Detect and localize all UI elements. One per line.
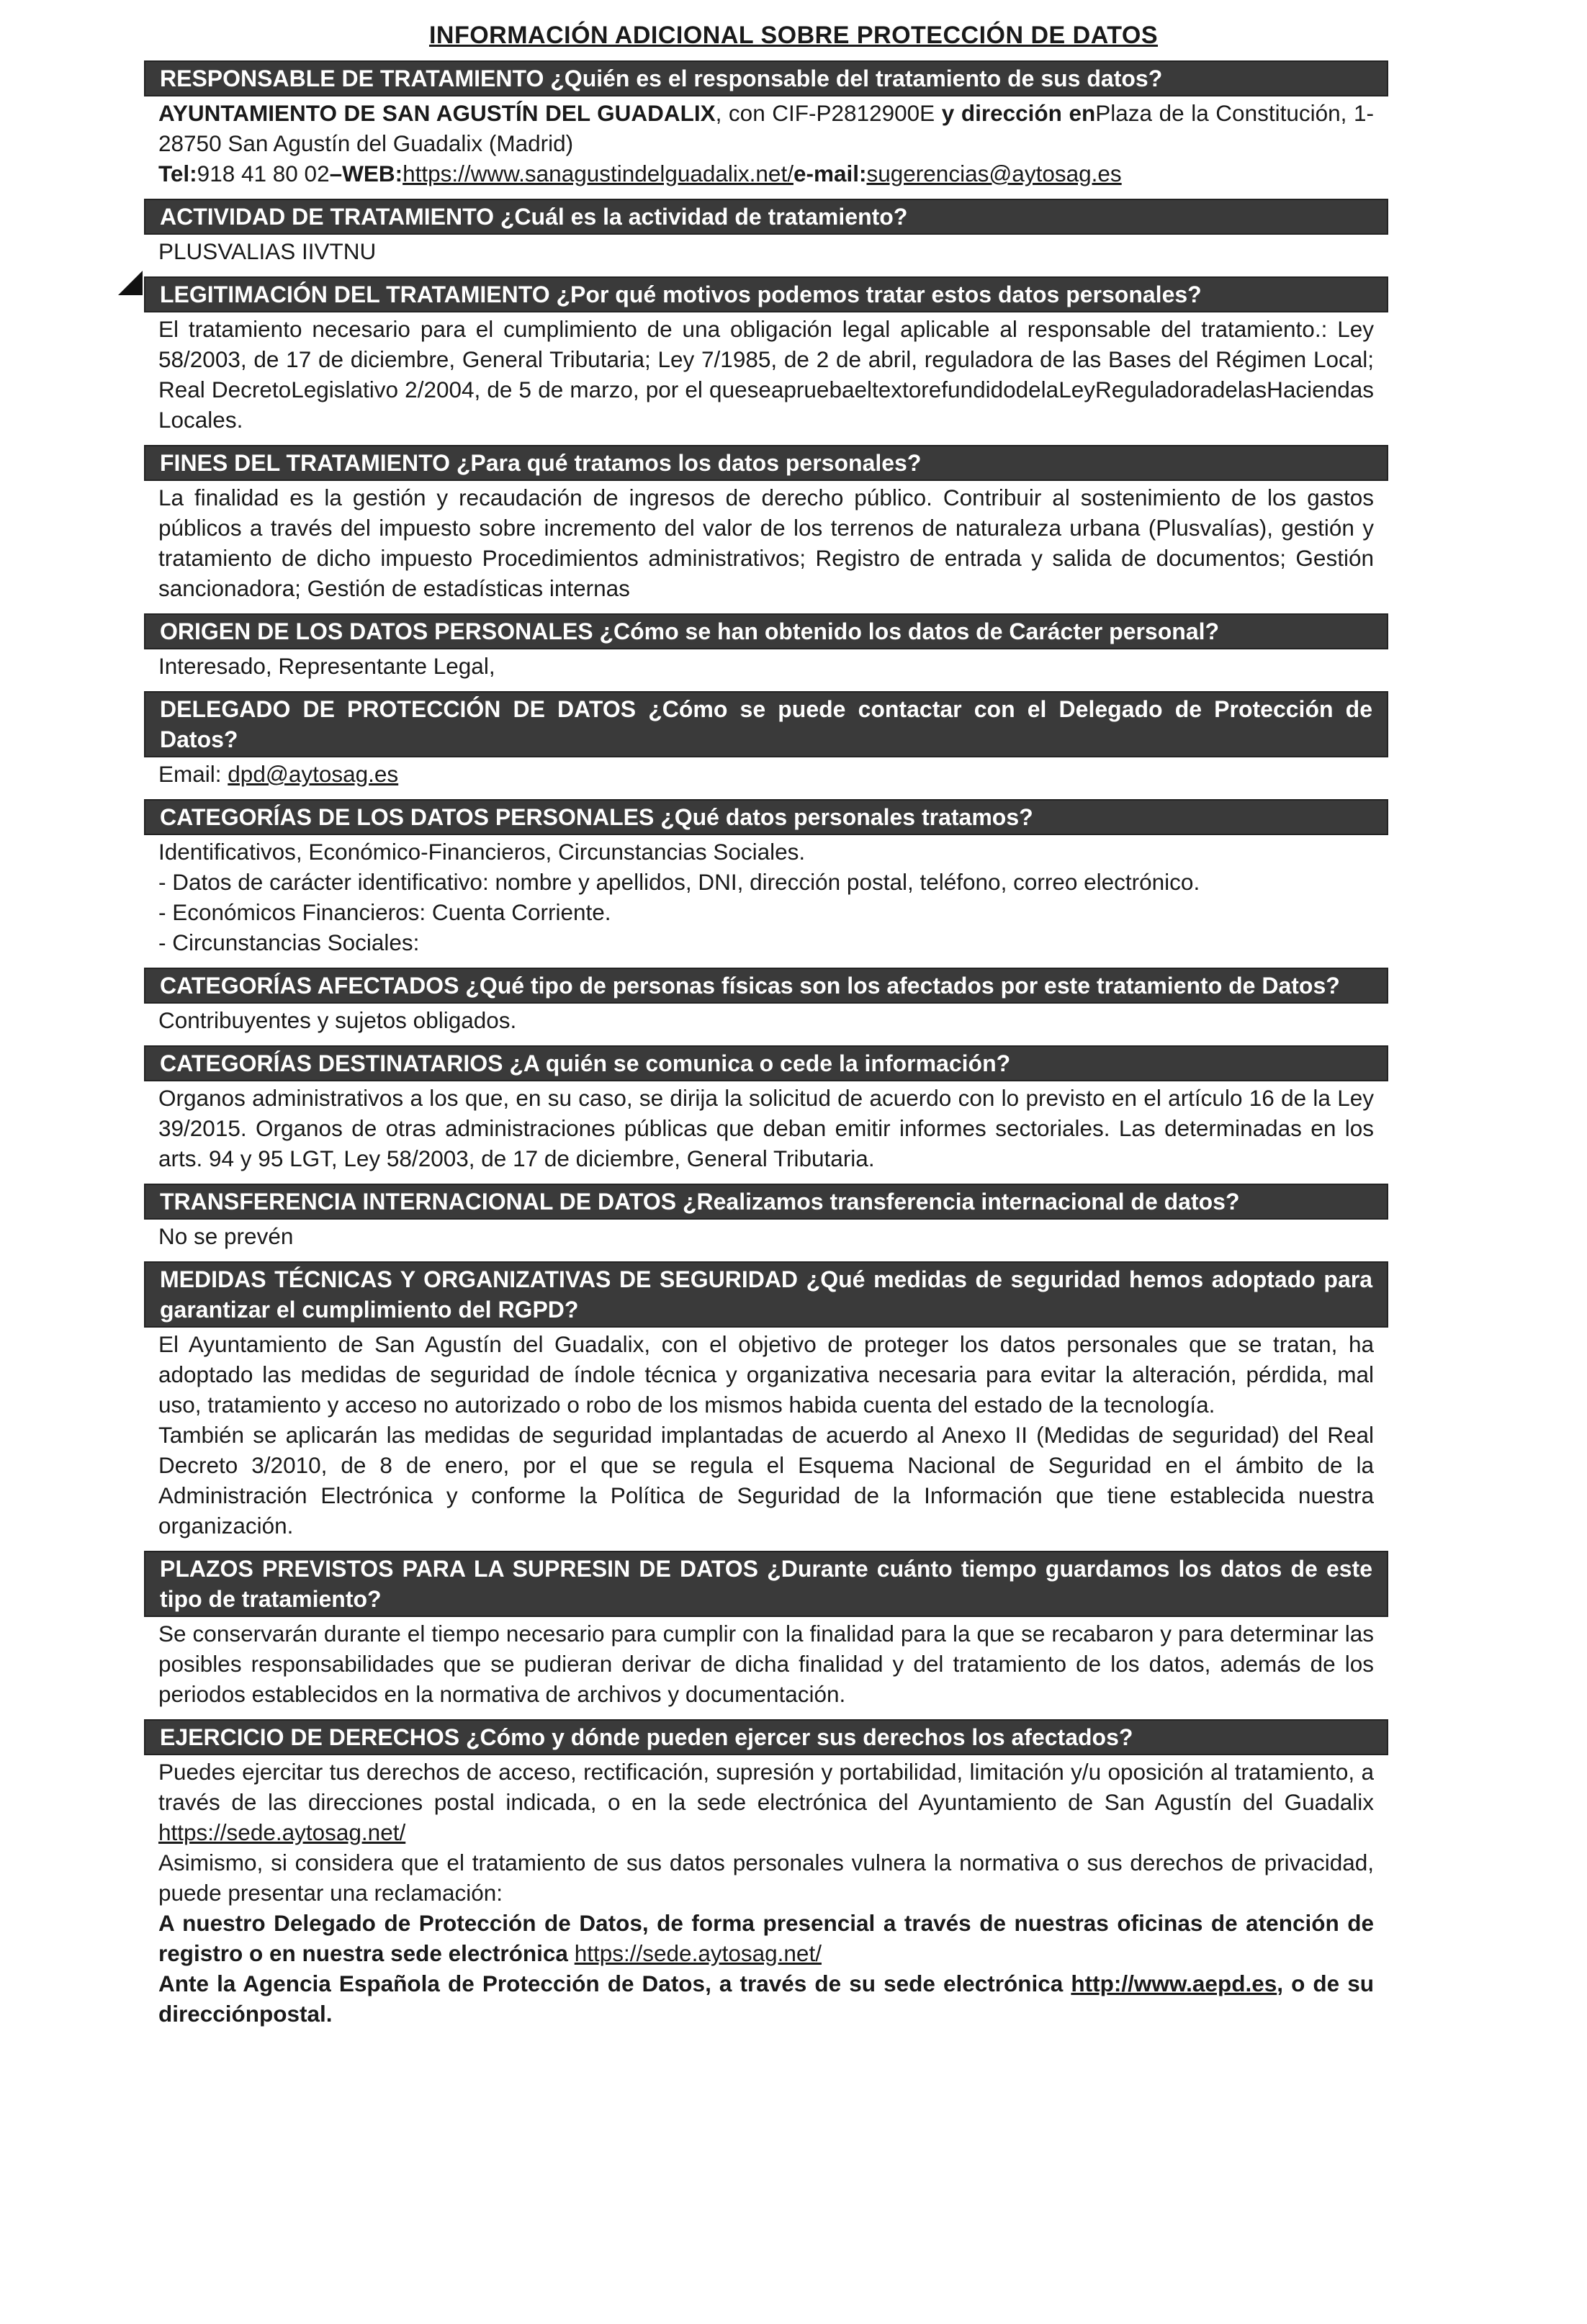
section-header-medidas: MEDIDAS TÉCNICAS Y ORGANIZATIVAS DE SEGURIDAD ¿Qué medidas de seguridad hemos adoptado para garantizar el cumplimiento del RGPD? (144, 1261, 1388, 1328)
transferencia-text: No se prevén (158, 1223, 294, 1249)
derechos-paragraph-2: Asimismo, si considera que el tratamiento de sus datos personales vulnera la normativa o sus derechos de privacidad, puede presentar una reclamación: (158, 1850, 1374, 1906)
tel-label: Tel: (158, 161, 197, 186)
responsable-email-link[interactable]: sugerencias@aytosag.es (866, 161, 1122, 186)
sede-electronica-link[interactable]: https://sede.aytosag.net/ (158, 1819, 406, 1845)
section-header-actividad: ACTIVIDAD DE TRATAMIENTO ¿Cuál es la actividad de tratamiento? (144, 199, 1388, 235)
aepd-link[interactable]: http://www.aepd.es (1071, 1971, 1277, 1996)
fines-text: La finalidad es la gestión y recaudación de ingresos de derecho público. Contribuir al sostenimiento de los gastos públicos a través del impuesto sobre incremento del valor de los terrenos de naturaleza urbana (Plusvalías), gestión y tratamiento de dicho impuesto Procedimientos administrativos; Registro de entrada y salida de documentos; Gestión sancionadora; Gestión de estadísticas internas (158, 485, 1374, 601)
categorias-line: - Circunstancias Sociales: (158, 929, 420, 955)
categorias-line: - Datos de carácter identificativo: nombre y apellidos, DNI, dirección postal, teléfono, correo electrónico. (158, 869, 1200, 895)
section-body-derechos (144, 1755, 1388, 2029)
actividad-text: PLUSVALIAS IIVTNU (158, 238, 377, 264)
plazos-text: Se conservarán durante el tiempo necesario para cumplir con la finalidad para la que se recabaron y para determinar las posibles responsabilidades que se pudieran derivar de dicha finalidad y del tratamiento de los datos, además de los periodos establecidos en la normativa de archivos y documentación. (158, 1621, 1374, 1707)
delegado-email-link[interactable]: dpd@aytosag.es (228, 761, 399, 787)
document-title: INFORMACIÓN ADICIONAL SOBRE PROTECCIÓN DE DATOS (428, 22, 1159, 49)
afectados-text: Contribuyentes y sujetos obligados. (158, 1007, 517, 1033)
section-header-categorias-datos: CATEGORÍAS DE LOS DATOS PERSONALES ¿Qué datos personales tratamos? (144, 799, 1388, 835)
responsable-cif-label: , con CIF- (715, 100, 817, 126)
medidas-paragraph-1: El Ayuntamiento de San Agustín del Guadalix, con el objetivo de proteger los datos personales que se tratan, ha adoptado las medidas de seguridad de índole técnica y organizativa necesaria para evitar la alteración, pérdida, mal uso, tratamiento y acceso no autorizado o robo de los mismos habida cuenta del estado de la tecnología. (158, 1331, 1374, 1418)
responsable-address: Plaza de la Constitución, 1- 28750 San Agustín del Guadalix (Madrid) (158, 100, 1374, 156)
derechos-delegado-text: A nuestro Delegado de Protección de Datos, de forma presencial a través de nuestras oficinas de atención de registro o en nuestra sede electrónica (158, 1910, 1374, 1966)
sede-electronica-link-2[interactable]: https://sede.aytosag.net/ (574, 1940, 822, 1966)
origen-text: Interesado, Representante Legal, (158, 653, 495, 679)
web-label: –WEB: (329, 161, 403, 186)
section-body-legitimacion (144, 312, 1388, 435)
responsable-addr-label: y dirección en (935, 100, 1096, 126)
section-body-plazos (144, 1617, 1388, 1709)
section-body-delegado (144, 757, 1388, 789)
section-body-origen (144, 649, 1388, 681)
section-body-responsable (144, 96, 1388, 189)
data-protection-table (144, 60, 1388, 2029)
section-header-legitimacion: LEGITIMACIÓN DEL TRATAMIENTO ¿Por qué motivos podemos tratar estos datos personales? (144, 276, 1388, 312)
derechos-aepd-text: Ante la Agencia Española de Protección de Datos, a través de su sede electrónica (158, 1971, 1071, 1996)
section-body-fines (144, 481, 1388, 603)
responsable-org: AYUNTAMIENTO DE SAN AGUSTÍN DEL GUADALIX (158, 100, 716, 126)
section-body-transferencia (144, 1220, 1388, 1251)
section-body-actividad (144, 235, 1388, 266)
email-label: e-mail: (793, 161, 867, 186)
destinatarios-text: Organos administrativos a los que, en su caso, se dirija la solicitud de acuerdo con lo previsto en el artículo 16 de la Ley 39/2015. Organos de otras administraciones públicas que deban emitir informes sectoriales. Las determinadas en los arts. 94 y 95 LGT, Ley 58/2003, de 17 de diciembre, General Tributaria. (158, 1085, 1374, 1171)
section-header-derechos: EJERCICIO DE DERECHOS ¿Cómo y dónde pueden ejercer sus derechos los afectados? (144, 1719, 1388, 1755)
section-header-fines: FINES DEL TRATAMIENTO ¿Para qué tratamos los datos personales? (144, 445, 1388, 481)
responsable-phone: 918 41 80 02 (197, 161, 330, 186)
section-header-delegado: DELEGADO DE PROTECCIÓN DE DATOS ¿Cómo se puede contactar con el Delegado de Protección de Datos? (144, 691, 1388, 757)
section-header-plazos: PLAZOS PREVISTOS PARA LA SUPRESIN DE DATOS ¿Durante cuánto tiempo guardamos los datos de este tipo de tratamiento? (144, 1551, 1388, 1617)
section-body-categorias-afectados (144, 1004, 1388, 1035)
categorias-line: Identificativos, Económico-Financieros, Circunstancias Sociales. (158, 839, 806, 865)
triangle-marker-icon (118, 271, 143, 295)
section-body-categorias-datos (144, 835, 1388, 958)
section-header-transferencia: TRANSFERENCIA INTERNACIONAL DE DATOS ¿Realizamos transferencia internacional de datos? (144, 1184, 1388, 1220)
section-body-destinatarios (144, 1081, 1388, 1174)
responsable-web-link[interactable]: https://www.sanagustindelguadalix.net/ (403, 161, 794, 186)
section-header-destinatarios: CATEGORÍAS DESTINATARIOS ¿A quién se comunica o cede la información? (144, 1045, 1388, 1081)
categorias-line: - Económicos Financieros: Cuenta Corriente. (158, 899, 611, 925)
legitimacion-text: El tratamiento necesario para el cumplimiento de una obligación legal aplicable al responsable del tratamiento.: Ley 58/2003, de 17 de diciembre, General Tributaria; Ley 7/1985, de 2 de abril, reguladora de las Bases del Régimen Local; Real DecretoLegislativo 2/2004, de 5 de marzo, por el queseapruebaeltextorefundidodelaLeyReguladoradelasHaciendas Locales. (158, 316, 1374, 433)
delegado-email-label: Email: (158, 761, 228, 787)
section-header-responsable: RESPONSABLE DE TRATAMIENTO ¿Quién es el responsable del tratamiento de sus datos? (144, 60, 1388, 96)
medidas-paragraph-2: También se aplicarán las medidas de seguridad implantadas de acuerdo al Anexo II (Medidas de seguridad) del Real Decreto 3/2010, de 8 de enero, por el que se regula el Esquema Nacional de Seguridad en el ámbito de la Administración Electrónica y conforme la Política de Seguridad de la Información que tiene establecida nuestra organización. (158, 1422, 1374, 1539)
section-header-categorias-afectados: CATEGORÍAS AFECTADOS ¿Qué tipo de personas físicas son los afectados por este tratamiento de Datos? (144, 968, 1388, 1004)
responsable-cif: P2812900E (816, 100, 935, 126)
derechos-aepd-end: , o de su direcciónpostal. (158, 1971, 1374, 2027)
section-body-medidas (144, 1328, 1388, 1541)
derechos-paragraph-1: Puedes ejercitar tus derechos de acceso, rectificación, supresión y portabilidad, limitación y/u oposición al tratamiento, a través de las direcciones postal indicada, o en la sede electrónica del Ayuntamiento de San Agustín del Guadalix (158, 1759, 1374, 1815)
section-header-origen: ORIGEN DE LOS DATOS PERSONALES ¿Cómo se han obtenido los datos de Carácter personal? (144, 613, 1388, 649)
